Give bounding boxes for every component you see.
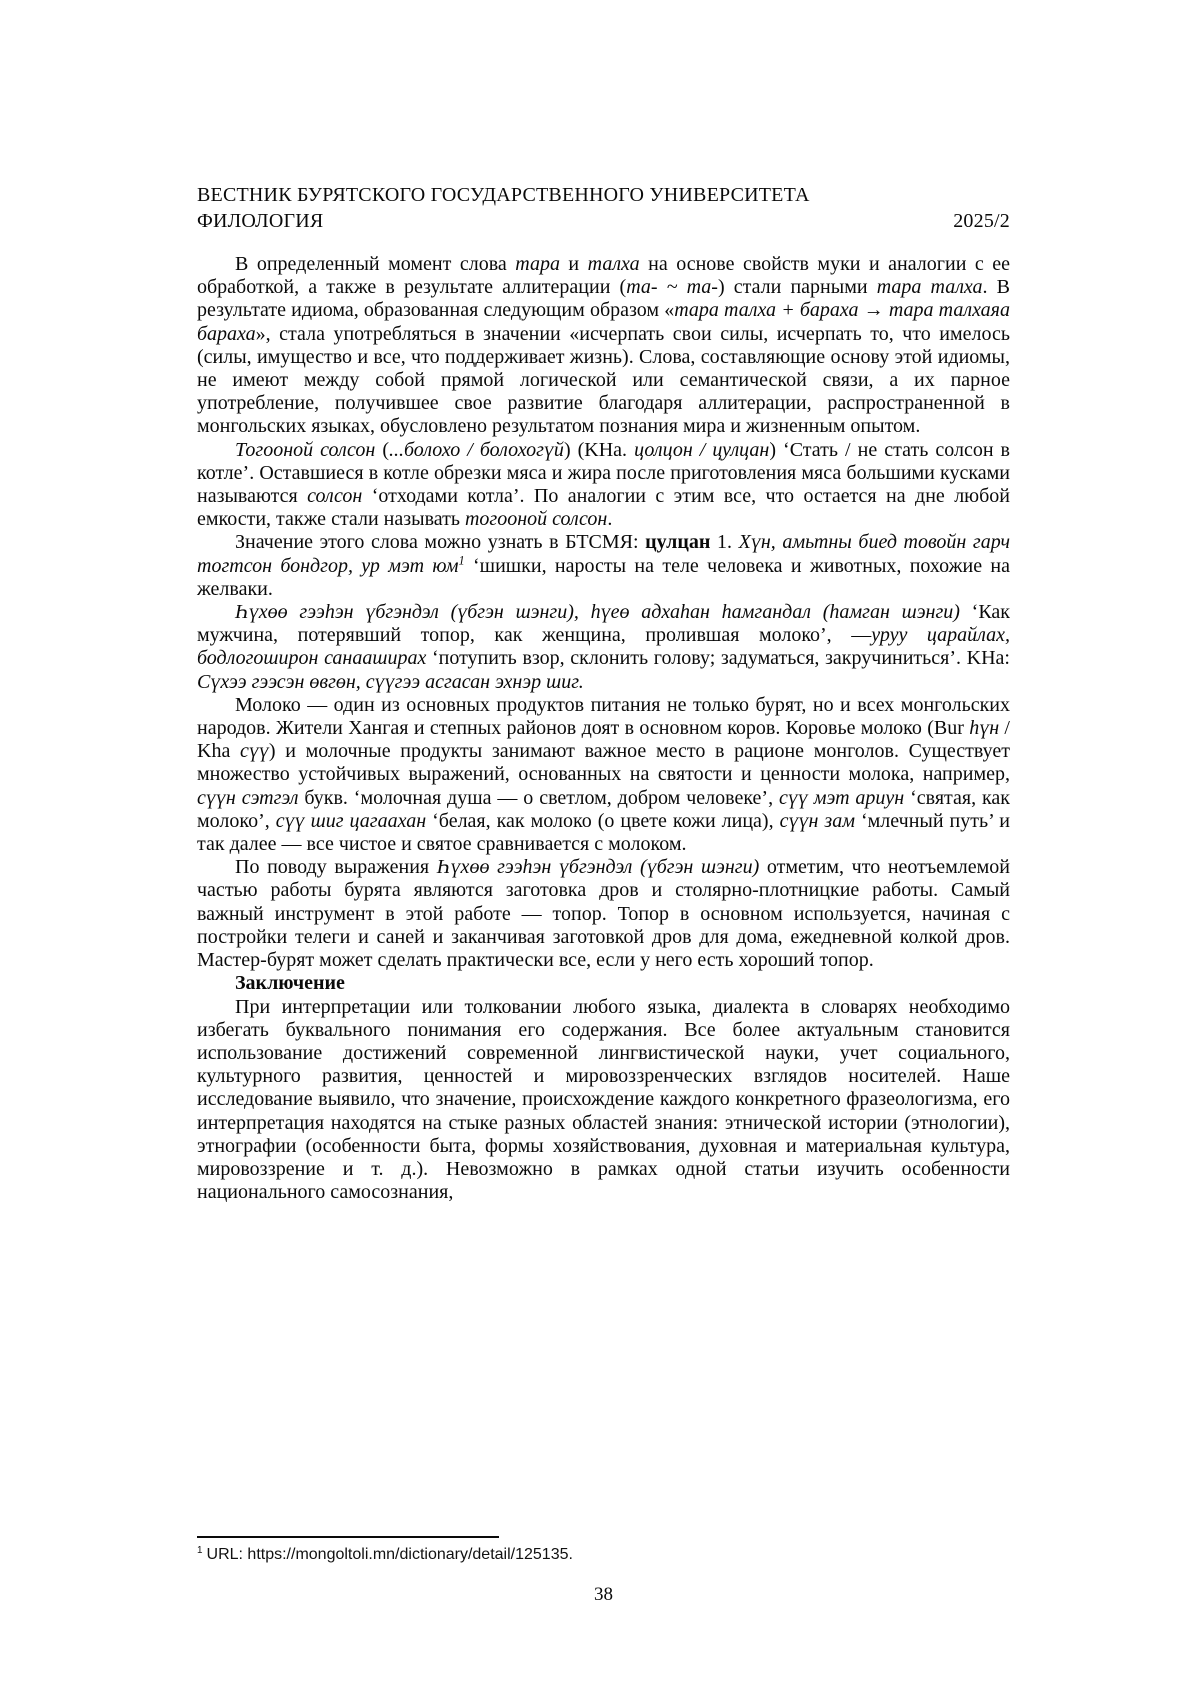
paragraph: Молоко — один из основных продуктов питания не только бурят, но и всех монгольских народов. Жители Хангая и степных районов доят в основном коров. Коровье молоко (Bur һүн / Kha сүү) и молочные продукты занимают важное место в рационе монголов. Существует множество устойчивых выражений, основанных на святости и ценности молока, например, сүүн сэтгэл букв. ‘молочная душа — о светлом, добром человеке’, сүү мэт ариун ‘святая, как молоко’, сүү шиг цагаахан ‘белая, как молоко (о цвете кожи лица), сүүн зам ‘млечный путь’ и так далее — все чистое и святое сравнивается с молоком.	[197, 693, 1011, 856]
paragraph: Значение этого слова можно узнать в БТСМЯ: цулцан 1. Хүн, амьтны биед товойн гарч тогтсон бондгор, ур мэт $юм^1$ ‘шишки, наросты на теле человека и животных, похожие на желваки.	[197, 531, 1010, 600]
paragraph: По поводу выражения Һүхөө гээһэн үбгэндэл (үбгэн шэнги) отметим, что неотъемлемой частью работы бурята являются заготовка дров и столярно-плотницкие работы. Самый важный инструмент в этой работе — топор. Топор в основном используется, начиная с постройки телеги и саней и заканчивая заготовкой дров для дома, ежедневной колкой дров. Мастер-бурят может сделать практически все, если у него есть хороший топор.	[197, 856, 1010, 972]
paragraph: При интерпретации или толковании любого языка, диалекта в словарях необходимо избегать буквального понимания его содержания. Все более актуальным становится использование достижений современной лингвистической науки, учет социального, культурного развития, ценностей и мировоззренческих взглядов носителей. Наше исследование выявило, что значение, происхождение каждого конкретного фразеологизма, его интерпретация находятся на стыке разных областей знания: этнической истории (этнологии), этнографии (особенности быта, формы хозяйствования, духовная и материальная культура, мировоззрение и т. д.). Невозможно в рамках одной статьи изучить особенности национального самосознания,	[197, 995, 1010, 1204]
journal-issue: 2025/2	[953, 210, 1010, 232]
journal-title: ВЕСТНИК БУРЯТСКОГО ГОСУДАРСТВЕННОГО УНИВЕРСИТЕТА	[197, 184, 810, 206]
footnote-rule	[197, 1536, 499, 1538]
journal-section: ФИЛОЛОГИЯ	[197, 210, 324, 232]
page-header	[197, 182, 1010, 234]
header-second-line	[197, 208, 1010, 234]
footnote	[197, 1545, 1010, 1565]
footnote-text: URL: https://mongoltoli.mn/dictionary/detail/125135.	[206, 1546, 573, 1563]
paragraph: В определенный момент слова тара и талха на основе свойств муки и аналогии с ее обработкой, а также в результате аллитерации (та- ~ та-) стали парными тара талха. В результате идиома, образованная следующим образом «тара талха + бараха → тара талхаяа бараха», стала употребляться в значении «исчерпать свои силы, исчерпать то, что имелось (силы, имущество и все, что поддерживает жизнь). Слова, составляющие основу этой идиомы, не имеют между собой прямой логической или семантической связи, а их парное употребление, получившее свое развитие благодаря аллитерации, распространенной в монгольских языках, обусловлено результатом познания мира и жизненным опытом.	[197, 253, 1011, 438]
paragraph: Тогооной солсон (...болохо / болохогүй) (KHa. цолцон / цулцан) ‘Стать / не стать солсон в котле’. Оставшиеся в котле обрезки мяса и жира после приготовления мяса большими кусками называются солсон ‘отходами котла’. По аналогии с этим все, что остается на дне любой емкости, также стали называть тогооной солсон.	[197, 438, 1011, 531]
footnote-marker: 1	[197, 1544, 203, 1556]
footnote-block	[197, 1536, 1010, 1565]
paragraph: Һүхөө гээһэн үбгэндэл (үбгэн шэнги), һүеө адхаһан һамгандал (һамган шэнги) ‘Как мужчина, потерявший топор, как женщина, пролившая молоко’, —уруу царайлах, бодлогоширон санааширах ‘потупить взор, склонить голову; задуматься, закручиниться’. KHa: Сүхээ гээсэн өвгөн, сүүгээ асгасан эхнэр шиг.	[197, 601, 1010, 693]
conclusion-heading: Заключение	[235, 972, 345, 995]
page-number: 38	[594, 1584, 613, 1605]
article-body	[197, 253, 1010, 1204]
